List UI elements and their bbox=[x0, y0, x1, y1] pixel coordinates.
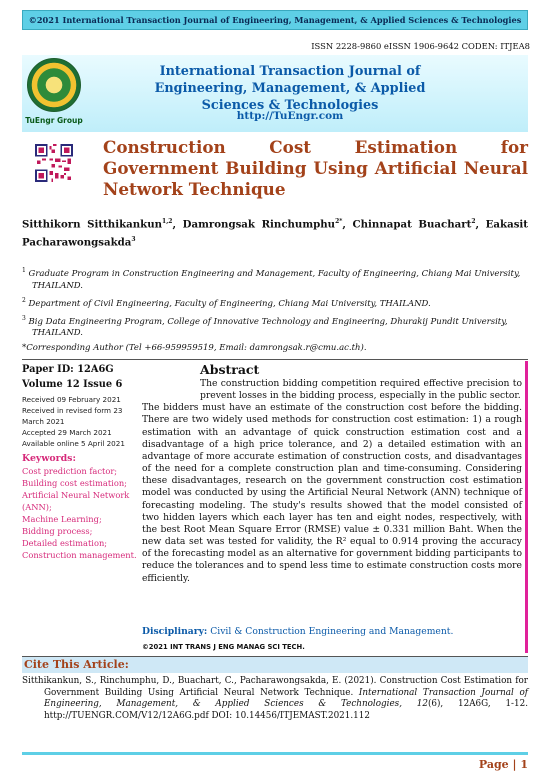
author-separator: , bbox=[475, 218, 486, 231]
affiliation-item bbox=[22, 295, 528, 310]
journal-banner: ©2021 International Transaction Journal of Engineering, Management, & Applied Sciences & Technologies bbox=[22, 10, 528, 30]
date-online: Available online 5 April 2021 bbox=[22, 439, 125, 448]
affiliation-number: 2 bbox=[22, 296, 26, 304]
author-affil-mark: 2* bbox=[335, 218, 343, 225]
keyword-item: Building cost estimation; Artificial Neural Network (ANN); bbox=[22, 478, 130, 512]
journal-url-link[interactable]: http://TuEngr.com bbox=[236, 110, 344, 122]
author-affil-mark: 2 bbox=[471, 218, 476, 225]
issn-line: ISSN 2228-9860 eISSN 1906-9642 CODEN: ITJEA8 bbox=[311, 41, 530, 51]
journal-logo[interactable] bbox=[24, 56, 84, 130]
citation-authors-title: Sitthikankun, S., Rinchumphu, D., Buachart, C., Pacharawongsakda, E. (2021). Construction Cost Estimation for Government Building Using Artificial Neural Network Technique. bbox=[22, 676, 528, 698]
abstract-lead: The construction bidding competition required effective precision to prevent losses in the bidding process, especially in the public sector. bbox=[200, 378, 522, 402]
logo-emblem-icon bbox=[27, 58, 81, 112]
citation-text bbox=[22, 676, 528, 722]
paper-id: Paper ID: 12A6G bbox=[22, 364, 114, 375]
volume-issue: Volume 12 Issue 6 bbox=[22, 379, 123, 390]
page-number: Page | 1 bbox=[478, 758, 528, 771]
date-accepted: Accepted 29 March 2021 bbox=[22, 428, 112, 437]
author-name: Damrongsak Rinchumphu bbox=[182, 218, 336, 231]
citation-journal: International Transaction Journal of Engineering, Management, & Applied Sciences & Technologies, 12 bbox=[44, 687, 528, 709]
abstract-text bbox=[142, 378, 522, 585]
keyword-item: Bidding process; bbox=[22, 526, 93, 536]
affiliation-number: 1 bbox=[22, 267, 26, 274]
citation-details[interactable]: (6), 12A6G, 1-12. http://TUENGR.COM/V12/12A6G.pdf DOI: 10.14456/ITJEMAST.2021.112 bbox=[44, 699, 528, 721]
paper-title: Construction Cost Estimation for Government Building Using Artificial Neural Network Technique bbox=[103, 137, 528, 199]
footer-rule bbox=[22, 752, 528, 755]
cite-heading: Cite This Article: bbox=[22, 657, 528, 673]
author-name: Chinnapat Buachart bbox=[352, 218, 472, 231]
keywords-list bbox=[22, 465, 140, 561]
keyword-item: Construction management. bbox=[22, 550, 137, 560]
date-revised: Received in revised form 23 March 2021 bbox=[22, 406, 123, 426]
affiliation-item bbox=[22, 265, 528, 292]
article-info-column bbox=[22, 361, 140, 661]
affiliation-text: Big Data Engineering Program, College of Innovative Technology and Engineering, Dhurakij Pundit University, THAILAND. bbox=[25, 316, 508, 339]
author-separator: , bbox=[172, 218, 183, 231]
date-received: Received 09 February 2021 bbox=[22, 395, 121, 404]
divider bbox=[22, 359, 528, 360]
author-separator: , bbox=[342, 218, 353, 231]
author-affil-mark: 3 bbox=[131, 236, 136, 244]
abstract-heading: Abstract bbox=[200, 362, 260, 377]
keywords-title: Keywords: bbox=[22, 453, 76, 464]
disciplinary bbox=[142, 626, 522, 637]
keyword-item: Cost prediction factor; bbox=[22, 466, 118, 476]
affiliation-item bbox=[22, 313, 528, 340]
keyword-item: Machine Learning; bbox=[22, 514, 102, 524]
journal-title: International Transaction Journal of Engineering, Management, & Applied Sciences & Technologies bbox=[154, 64, 426, 113]
affiliation-number: 3 bbox=[22, 314, 26, 322]
author-name: Eakasit Pacharawongsakda bbox=[22, 218, 529, 249]
author-name: Sitthikorn Sitthikankun bbox=[22, 218, 163, 231]
affiliation-text: Graduate Program in Construction Engineering and Management, Faculty of Engineering, Chiang Mai University, THAILAND. bbox=[25, 268, 521, 291]
article-dates bbox=[22, 394, 140, 449]
disciplinary-label: Disciplinary: bbox=[142, 626, 208, 637]
copyright-line: ©2021 INT TRANS J ENG MANAG SCI TECH. bbox=[142, 643, 305, 651]
affiliations bbox=[22, 265, 528, 354]
author-affil-mark: 1,2 bbox=[162, 218, 173, 225]
keyword-item: Detailed estimation; bbox=[22, 538, 108, 548]
logo-label: TuEngr Group bbox=[25, 116, 83, 125]
disciplinary-value: Civil & Construction Engineering and Management. bbox=[207, 626, 454, 637]
corresponding-author[interactable]: *Corresponding Author (Tel +66-959959519, Email: damrongsak.r@cmu.ac.th). bbox=[22, 343, 367, 354]
author-list bbox=[22, 214, 528, 251]
abstract-body: The bidders must have an estimate of the construction cost before the bidding. There are two widely used methods for construction cost estimation: 1) a rough estimation with an advantage of quick construction estimation cost and a disadvantage of a high price tolerance, and 2) a detailed estimation with an advantage of more accurate estimation of construction costs, and disadvantages of the need for a complete construction plan and time-consuming. Considering these disadvantages, research on the government construction cost estimation model was conducted by using the Artificial Neural Network (ANN) technique of forecasting modeling. The study's results showed that the model consisted of two hidden layers which each layer has ten and eight nodes, respectively, with the best Root Mean Square Error (RMSE) value ± 0.331 million Baht. When the new data set was tested for validity, the R² equal to 0.914 proving the accuracy of the forecasting model as an alternative for government bidding participants to reduce the tolerances and to spend less time to estimate construction costs more efficiently. bbox=[142, 402, 522, 584]
qr-code-icon[interactable] bbox=[35, 142, 73, 184]
affiliation-text: Department of Civil Engineering, Faculty of Engineering, Chiang Mai University, THAILAND. bbox=[25, 298, 431, 309]
